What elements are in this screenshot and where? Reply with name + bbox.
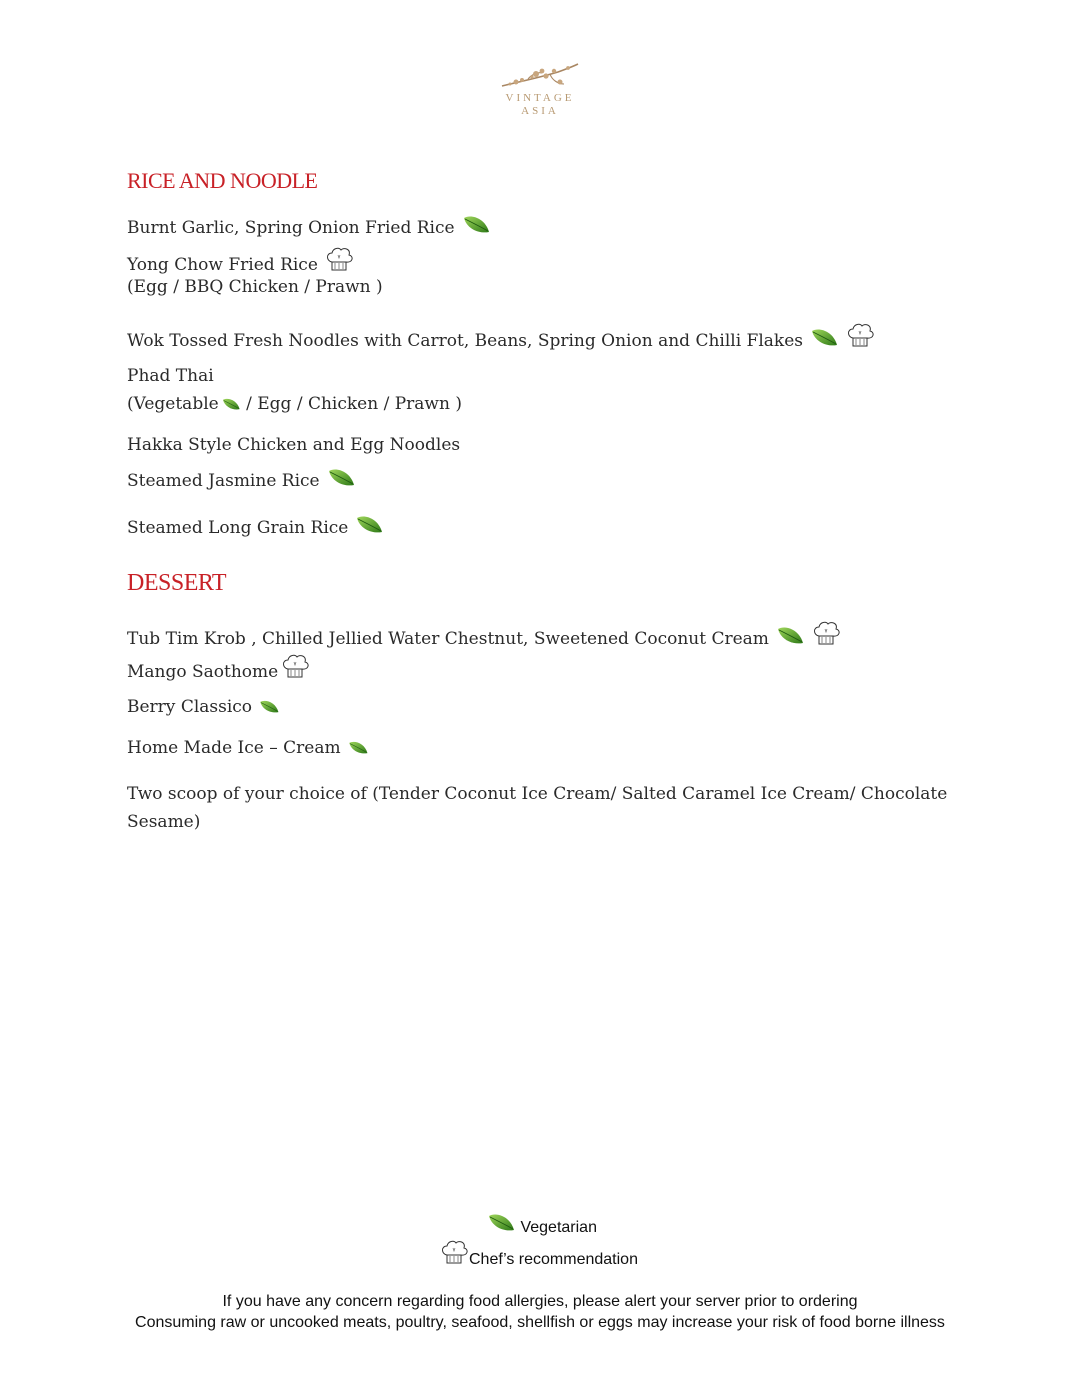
legend-vegetarian-label: Vegetarian xyxy=(520,1219,597,1236)
menu-item xyxy=(127,514,384,539)
chef-hat-icon xyxy=(324,247,354,273)
allergy-notice: If you have any concern regarding food allergies, please alert your server prior to ordering xyxy=(222,1293,858,1310)
section-title-rice-and-noodle: RICE AND NOODLE xyxy=(127,168,318,193)
menu-item-options-text: / Egg / Chicken / Prawn ) xyxy=(246,394,462,414)
menu-item xyxy=(127,696,280,718)
leaf-icon xyxy=(486,1212,516,1234)
menu-item xyxy=(127,654,310,683)
leaf-icon xyxy=(221,397,241,412)
chef-hat-icon xyxy=(845,323,875,349)
leaf-icon xyxy=(258,699,280,715)
menu-item-name: Steamed Jasmine Rice xyxy=(127,471,320,491)
menu-item-name: Phad Thai xyxy=(127,366,214,386)
menu-item xyxy=(127,467,356,492)
menu-item-name: Hakka Style Chicken and Egg Noodles xyxy=(127,435,461,455)
menu-item xyxy=(127,621,841,650)
brand-line-2: ASIA xyxy=(521,105,559,117)
menu-item-description xyxy=(127,783,947,805)
menu-item xyxy=(127,247,354,276)
blossom-branch-icon xyxy=(498,62,582,92)
leaf-icon xyxy=(354,514,384,536)
menu-item-description-text: Two scoop of your choice of (Tender Coconut Ice Cream/ Salted Caramel Ice Cream/ Chocolate xyxy=(127,784,948,804)
menu-item-name: Home Made Ice – Cream xyxy=(127,738,341,758)
menu-item-options xyxy=(127,276,383,298)
brand-logo xyxy=(488,62,592,134)
legend-chef xyxy=(439,1240,638,1269)
menu-item-name: Wok Tossed Fresh Noodles with Carrot, Beans, Spring Onion and Chilli Flakes xyxy=(127,331,803,351)
menu-item-name: Yong Chow Fried Rice xyxy=(127,255,318,275)
leaf-icon xyxy=(461,214,491,236)
menu-item-options xyxy=(127,393,462,415)
raw-food-notice: Consuming raw or uncooked meats, poultry, seafood, shellfish or eggs may increase your risk of food borne illness xyxy=(135,1314,945,1331)
menu-item-options-text: (Egg / BBQ Chicken / Prawn ) xyxy=(127,277,383,297)
leaf-icon xyxy=(326,467,356,489)
chef-hat-icon xyxy=(439,1240,469,1266)
menu-item xyxy=(127,365,214,387)
legend-vegetarian xyxy=(486,1212,597,1237)
brand-line-1: VINTAGE xyxy=(505,92,575,104)
menu-item-name: Mango Saothome xyxy=(127,662,279,682)
legend-chef-label: Chef’s recommendation xyxy=(469,1251,638,1268)
section-title-dessert: DESSERT xyxy=(127,570,227,596)
menu-item-name: Steamed Long Grain Rice xyxy=(127,518,349,538)
menu-item-name: Tub Tim Krob , Chilled Jellied Water Chestnut, Sweetened Coconut Cream xyxy=(127,629,769,649)
menu-item xyxy=(127,214,491,239)
chef-hat-icon xyxy=(280,654,310,680)
menu-item xyxy=(127,434,460,456)
menu-item xyxy=(127,323,875,352)
chef-hat-icon xyxy=(811,621,841,647)
menu-item-name: Burnt Garlic, Spring Onion Fried Rice xyxy=(127,218,455,238)
leaf-icon xyxy=(775,625,805,647)
leaf-icon xyxy=(809,327,839,349)
menu-item-options-text: (Vegetable xyxy=(127,394,219,414)
menu-item xyxy=(127,737,369,759)
menu-item-description xyxy=(127,811,200,833)
leaf-icon xyxy=(347,740,369,756)
menu-item-name: Berry Classico xyxy=(127,697,253,717)
menu-item-description-text: Sesame) xyxy=(127,812,201,832)
